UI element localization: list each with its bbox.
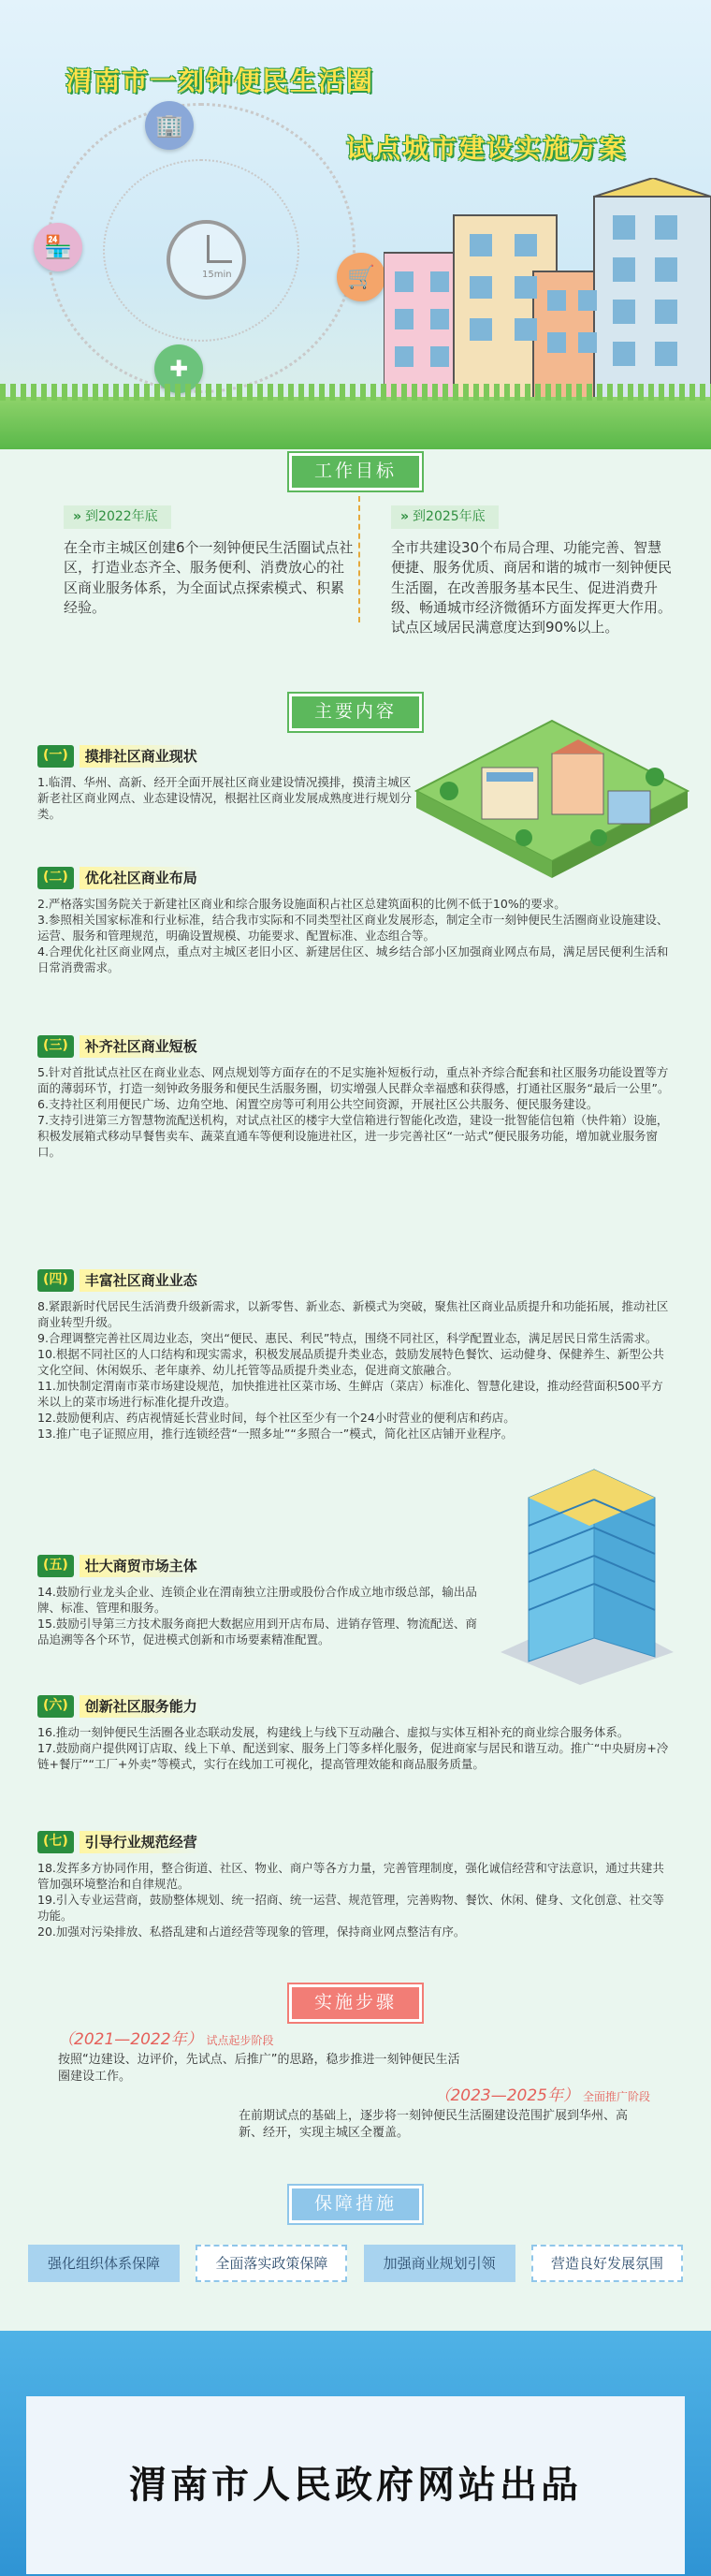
phase-2-period: （2023—2025年） 全面推广阶段 — [434, 2086, 650, 2105]
goal-2022 — [64, 505, 354, 618]
section-title: 摸排社区商业现状 — [80, 745, 203, 768]
section-2 — [37, 866, 674, 975]
goal-2022-text: 在全市主城区创建6个一刻钟便民生活圈试点社区，打造业态齐全、服务便利、消费放心的社区商业服务体系，为全面试点探索模式、积累经验。 — [64, 539, 354, 616]
section-text — [37, 1724, 674, 1772]
goal-divider — [358, 496, 360, 622]
hero-title-line2: 试点城市建设实施方案 — [346, 133, 628, 164]
section-title: 壮大商贸市场主体 — [80, 1555, 203, 1577]
paragraph: 11.加快制定渭南市菜市场建设规范，加快推进社区菜市场、生鲜店（菜店）标准化、智慧化建设，推动经营面积500平方米以上的菜市场进行标准化提升改造。 — [37, 1379, 663, 1409]
phase-1 — [58, 2029, 470, 2086]
office-building-illustration — [491, 1460, 678, 1685]
paragraph: 13.推广电子证照应用，推行连锁经营“一照多址”“多照合一”模式，简化社区店铺开业程序。 — [37, 1427, 514, 1441]
grocery-icon: 🏪 — [34, 223, 82, 271]
section-number: (七) — [37, 1831, 74, 1852]
section-6 — [37, 1694, 674, 1772]
section-title: 创新社区服务能力 — [80, 1695, 203, 1718]
section-number: (三) — [37, 1035, 74, 1057]
section-text — [37, 896, 674, 975]
guarantee-item: 加强商业规划引领 — [364, 2245, 515, 2282]
paragraph: 7.支持引进第三方智慧物流配送机构，对试点社区的楼宇大堂信箱进行智能化改造，建设一批智能信包箱（快件箱）设施，积极发展箱式移动早餐售卖车、蔬菜直通车等便利设施进社区，进一步完善社区“一站式”便民服务功能，增加就业服务窗口。 — [37, 1113, 669, 1159]
section-title: 引导行业规范经营 — [80, 1831, 203, 1853]
guarantee-item: 全面落实政策保障 — [196, 2245, 347, 2282]
guarantee-item: 营造良好发展氛围 — [531, 2245, 683, 2282]
double-arrow-icon: » — [400, 509, 410, 524]
phase-1-text: 按照“边建设、边评价，先试点、后推广”的思路，稳步推进一刻钟便民生活圈建设工作。 — [58, 2052, 460, 2084]
goal-2025-text: 全市共建设30个布局合理、功能完善、智慧便捷、服务优质、商居和谐的城市一刻钟便民生活圈，在改善服务基本民生、促进消费升级、畅通城市经济微循环方面发挥更大作用。试点区域居民满意度达到90%以上。 — [391, 539, 673, 637]
paragraph: 10.根据不同社区的人口结构和现实需求，积极发展品质提升类业态，鼓励发展特色餐饮、运动健身、保健养生、新型公共文化空间、休闲娱乐、老年康养、幼儿托管等品质提升类业态，促进商文旅融合。 — [37, 1347, 664, 1377]
footer-box — [26, 2396, 685, 2574]
paragraph: 17.鼓励商户提供网订店取、线上下单、配送到家、服务上门等多样化服务，促进商家与居民和谐互动。推广“中央厨房+冷链+餐厅”“工厂+外卖”等模式，实行在线加工可视化，提高管理效能和商品服务质量。 — [37, 1741, 669, 1771]
section-number: (五) — [37, 1555, 74, 1576]
guarantee-banner: 保障措施 — [289, 2186, 422, 2223]
footer-text: 渭南市人民政府网站出品 — [129, 2463, 582, 2507]
building-icon: 🏢 — [145, 101, 194, 150]
section-5 — [37, 1554, 486, 1647]
shop-icon: 🛒 — [337, 253, 385, 301]
city-buildings-illustration — [384, 178, 711, 412]
goals-banner: 工作目标 — [289, 453, 422, 490]
paragraph: 5.针对首批试点社区在商业业态、网点规划等方面存在的不足实施补短板行动，重点补齐综合配套和社区服务功能设置等方面的薄弱环节，打造一刻钟政务服务和便民生活服务圈，切实增强人民群众幸福感和获得感，打通社区服务“最后一公里”。 — [37, 1065, 670, 1095]
phase-1-period: （2021—2022年） 试点起步阶段 — [58, 2030, 274, 2049]
section-text — [37, 1584, 486, 1647]
footer — [0, 2331, 711, 2576]
section-text — [37, 1064, 674, 1160]
section-title: 丰富社区商业业态 — [80, 1269, 203, 1292]
paragraph: 3.参照相关国家标准和行业标准，结合我市实际和不同类型社区商业发展形态，制定全市一刻钟便民生活圈商业设施建设、运营、服务和管理规范，明确设置规模、功能要求、配置标准、业态组合等。 — [37, 913, 669, 943]
paragraph: 9.合理调整完善社区周边业态，突出“便民、惠民、利民”特点，围绕不同社区，科学配置业态，满足居民日常生活需求。 — [37, 1331, 658, 1345]
section-number: (六) — [37, 1695, 74, 1717]
paragraph: 19.引入专业运营商，鼓励整体规划、统一招商、统一运营、规范管理，完善购物、餐饮、休闲、健身、文化创意、社交等功能。 — [37, 1893, 664, 1923]
goal-2022-heading: » 到2022年底 — [64, 505, 171, 529]
paragraph: 12.鼓励便利店、药店视情延长营业时间，每个社区至少有一个24小时营业的便利店和药店。 — [37, 1411, 515, 1425]
goal-2025-heading: » 到2025年底 — [391, 505, 499, 529]
paragraph: 20.加强对污染排放、私搭乱建和占道经营等现象的管理，保持商业网点整洁有序。 — [37, 1925, 466, 1939]
paragraph: 14.鼓励行业龙头企业、连锁企业在渭南独立注册或股份合作成立地市级总部，输出品牌、标准、管理和服务。 — [37, 1585, 477, 1615]
guarantee-item: 强化组织体系保障 — [28, 2245, 180, 2282]
clock-icon — [167, 220, 246, 300]
section-number: (一) — [37, 745, 74, 767]
pharmacy-icon: ✚ — [154, 344, 203, 393]
paragraph: 8.紧跟新时代居民生活消费升级新需求，以新零售、新业态、新模式为突破，聚焦社区商业品质提升和功能拓展，推动社区商业转型升级。 — [37, 1299, 669, 1329]
paragraph: 15.鼓励引导第三方技术服务商把大数据应用到开店布局、进销存管理、物流配送、商品追溯等各个环节，促进模式创新和市场要素精准配置。 — [37, 1617, 477, 1647]
hero-title-line1: 渭南市一刻钟便民生活圈 — [65, 66, 375, 96]
paragraph: 4.合理优化社区商业网点，重点对主城区老旧小区、新建居住区、城乡结合部小区加强商业网点布局，满足居民便利生活和日常消费需求。 — [37, 944, 669, 974]
section-title: 优化社区商业布局 — [80, 867, 203, 889]
paragraph: 16.推动一刻钟便民生活圈各业态联动发展，构建线上与线下互动融合、虚拟与实体互相补充的商业综合服务体系。 — [37, 1725, 630, 1739]
double-arrow-icon: » — [73, 509, 82, 524]
goal-2025 — [391, 505, 672, 638]
section-title: 补齐社区商业短板 — [80, 1035, 203, 1058]
section-number: (二) — [37, 867, 74, 888]
community-illustration — [412, 702, 692, 885]
paragraph: 6.支持社区利用便民广场、边角空地、闲置空房等可利用公共空间资源，开展社区公共服务、便民服务建设。 — [37, 1097, 599, 1111]
section-1 — [37, 744, 412, 822]
section-text — [37, 774, 412, 822]
phase-2 — [239, 2086, 650, 2142]
phase-2-text: 在前期试点的基础上，逐步将一刻钟便民生活圈建设范围扩展到华州、高新、经开，实现主城区全覆盖。 — [239, 2108, 629, 2140]
section-text — [37, 1860, 674, 1939]
paragraph: 18.发挥多方协同作用，整合街道、社区、物业、商户等各方力量，完善管理制度，强化诚信经营和守法意识，通过共建共管加强环境整治和自律规范。 — [37, 1861, 664, 1891]
paragraph: 2.严格落实国务院关于新建社区商业和综合服务设施面积占社区总建筑面积的比例不低于10%的要求。 — [37, 897, 566, 911]
section-number: (四) — [37, 1269, 74, 1291]
section-text — [37, 1298, 674, 1442]
section-7 — [37, 1830, 674, 1939]
grass-strip — [0, 397, 711, 449]
section-3 — [37, 1034, 674, 1160]
content-banner: 主要内容 — [289, 694, 422, 731]
clock-label: 15min — [202, 270, 232, 280]
guarantee-list — [28, 2245, 683, 2282]
paragraph: 1.临渭、华州、高新、经开全面开展社区商业建设情况摸排，摸清主城区新老社区商业网点、业态建设情况，根据社区商业发展成熟度进行规划分类。 — [37, 775, 413, 821]
hero-banner — [0, 0, 711, 449]
steps-banner: 实施步骤 — [289, 1984, 422, 2022]
section-4 — [37, 1268, 674, 1442]
